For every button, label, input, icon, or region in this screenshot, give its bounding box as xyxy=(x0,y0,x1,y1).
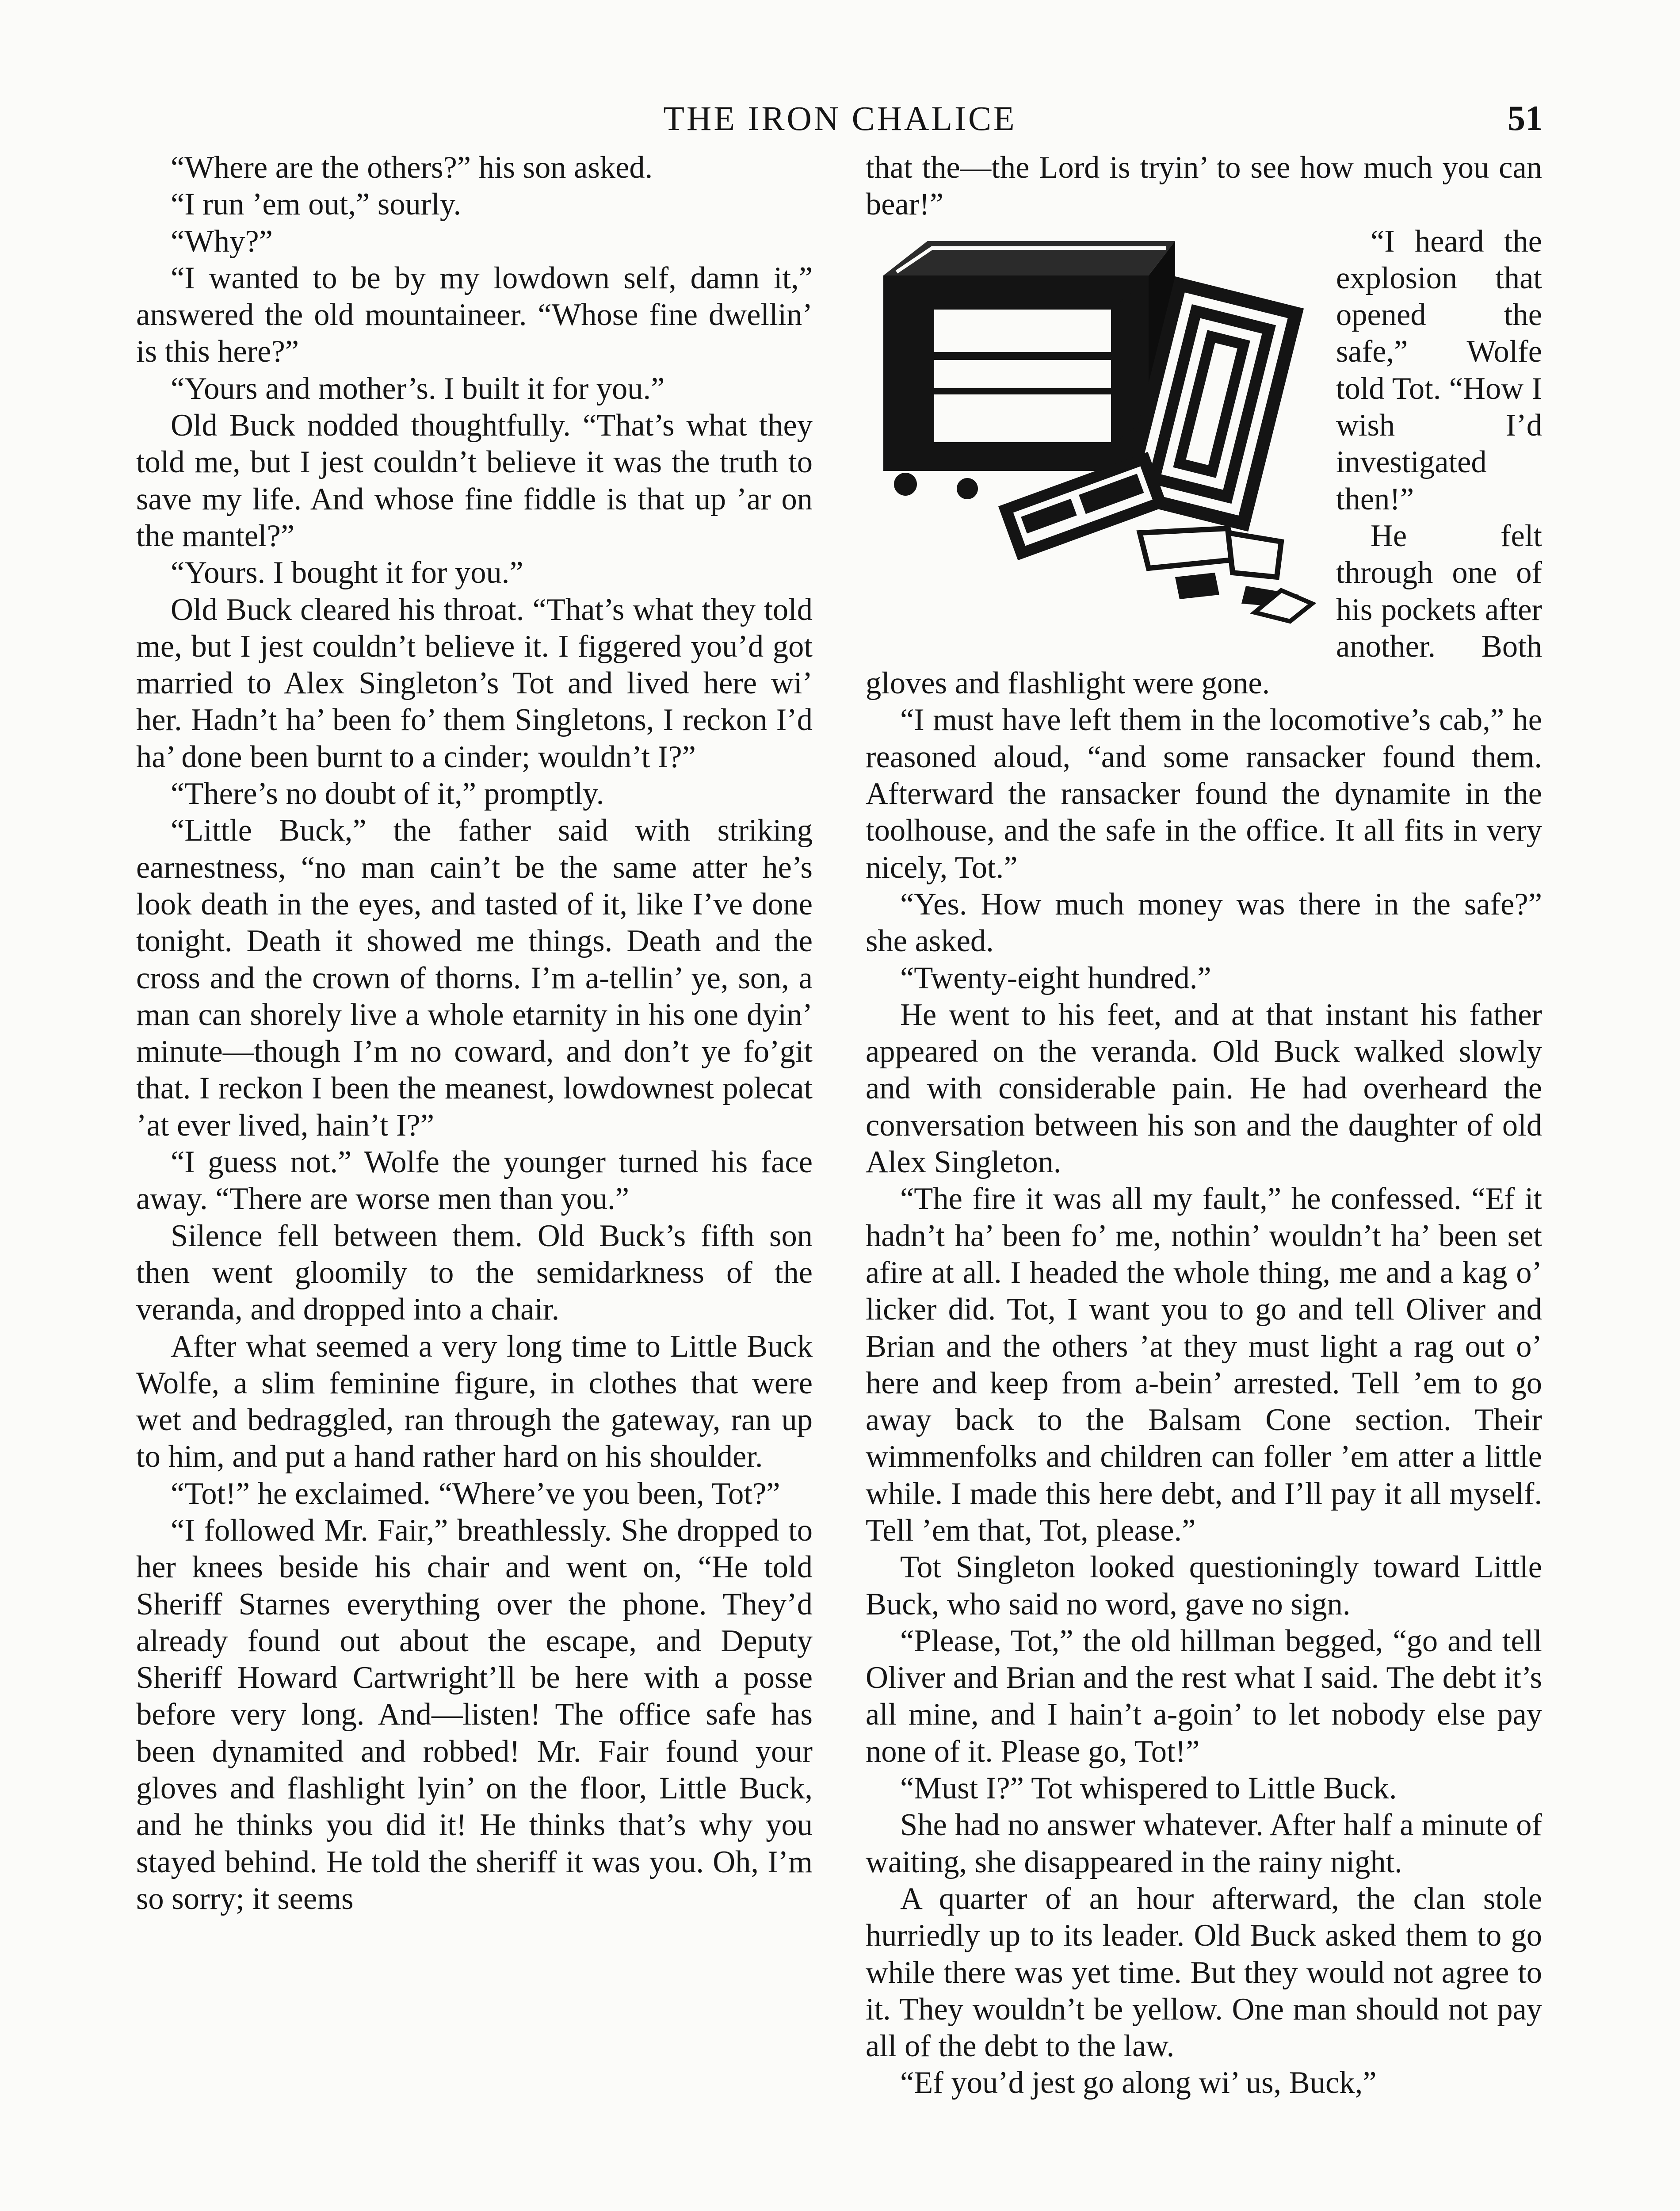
paragraph: He went to his feet, and at that instant his father appeared on the veranda. Old Buck walked slowly and with considerable pain. He had overheard the conversation between his son and the daughter of old Alex Singleton. xyxy=(866,997,1542,1180)
paragraph: “Tot!” he exclaimed. “Where’ve you been, Tot?” xyxy=(171,1476,780,1511)
paragraph: “Ef you’d jest go along wi’ us, Buck,” xyxy=(900,2066,1377,2100)
paragraph: “Twenty-eight hundred.” xyxy=(900,960,1211,995)
paragraph: “There’s no doubt of it,” promptly. xyxy=(171,777,604,811)
paragraph: “Yes. How much money was there in the safe?” she asked. xyxy=(866,887,1542,959)
paragraph: “I must have left them in the locomotive’s cab,” he reasoned aloud, “and some ransacker found them. Afterward the ransacker found the dynamite in the toolhouse, and the safe in the office. It all fits in very nicely, Tot.” xyxy=(866,703,1542,885)
paragraph: “The fire it was all my fault,” he confessed. “Ef it hadn’t ha’ been fo’ me, nothin’ wouldn’t ha’ been set afire at all. I headed the whole thing, me and a kag o’ licker did. Tot, I want you to go and tell Oliver and Brian and the others ’at they must light a rag out o’ here and keep from a-bein’ arrested. Tell ’em to go away back to the Balsam Cone section. Their wimmenfolks and children can foller ’em atter a little while. I made this here debt, and I’ll pay it all myself. Tell ’em that, Tot, please.” xyxy=(866,1182,1542,1548)
paragraph: Old Buck nodded thoughtfully. “That’s what they told me, but I jest couldn’t believe it was the truth to save my life. And whose fine fiddle is that up ’ar on the mantel?” xyxy=(136,408,813,553)
left-column xyxy=(136,149,813,1917)
paragraph: Old Buck cleared his throat. “That’s what they told me, but I jest couldn’t believe it. I figgered you’d got married to Alex Singleton’s Tot and lived here wi’ her. Hadn’t ha’ been fo’ them Singletons, I reckon I’d ha’ done been burnt to a cinder; wouldn’t I?” xyxy=(136,592,813,774)
paragraph: “Please, Tot,” the old hillman begged, “go and tell Oliver and Brian and the rest what I said. The debt it’s all mine, and I hain’t a-goin’ to let nobody else pay none of it. Please go, Tot!” xyxy=(866,1623,1542,1769)
paragraph: After what seemed a very long time to Little Buck Wolfe, a slim feminine figure, in clothes that were wet and bedraggled, ran through the gateway, ran up to him, and put a hand rather hard on his shoulder. xyxy=(136,1329,813,1474)
paragraph: “I heard the explosion that opened the safe,” Wolfe told Tot. “How I wish I’d investigated then!” xyxy=(1336,224,1542,516)
paragraph: “Must I?” Tot whispered to Little Buck. xyxy=(900,1771,1397,1806)
paragraph: Silence fell between them. Old Buck’s fifth son then went gloomily to the semidarkness of the veranda, and dropped into a chair. xyxy=(136,1218,813,1327)
dynamited-safe-illustration xyxy=(866,223,1321,626)
running-title: THE IRON CHALICE xyxy=(663,99,1017,138)
right-column xyxy=(866,149,1542,2102)
running-head xyxy=(137,96,1543,145)
paragraph: “Yours and mother’s. I built it for you.” xyxy=(171,371,665,406)
paragraph: She had no answer whatever. After half a minute of waiting, she disappeared in the rainy night. xyxy=(866,1808,1542,1879)
paragraph: A quarter of an hour afterward, the clan stole hurriedly up to its leader. Old Buck asked them to go while there was yet time. But they would not agree to it. They wouldn’t be yellow. One man should not pay all of the debt to the law. xyxy=(866,1881,1542,2064)
paragraph: Tot Singleton looked questioningly toward Little Buck, who said no word, gave no sign. xyxy=(866,1550,1542,1622)
paragraph: “Little Buck,” the father said with striking earnestness, “no man cain’t be the same atter he’s look death in the eyes, and tasted of it, like I’ve done tonight. Death it showed me things. Death and the cross and the crown of thorns. I’m a-tellin’ ye, son, a man can shorely live a whole etarnity in his one dyin’ minute—though I’m no coward, and don’t ye fo’git that. I reckon I been the meanest, lowdownest polecat ’at ever lived, hain’t I?” xyxy=(136,813,813,1143)
paragraph: “Where are the others?” his son asked. xyxy=(171,150,653,185)
continued-line: that the—the Lord is tryin’ to see how much you can bear!” xyxy=(866,150,1542,222)
paragraph: He felt through one of his pockets after another. Both gloves and flashlight were gone. xyxy=(866,518,1542,701)
paragraph: “I run ’em out,” sourly. xyxy=(171,187,462,222)
paragraph: “I guess not.” Wolfe the younger turned his face away. “There are worse men than you.” xyxy=(136,1145,813,1216)
paragraph: “I followed Mr. Fair,” breathlessly. She dropped to her knees beside his chair and went on, “He told Sheriff Starnes everything over the phone. They’d already found out about the escape, and Deputy Sheriff Howard Cartwright’ll be here with a posse before very long. And—listen! The office safe has been dynamited and robbed! Mr. Fair found your gloves and flashlight lyin’ on the floor, Little Buck, and he thinks you did it! He thinks that’s why you stayed behind. He told the sheriff it was you. Oh, I’m so sorry; it seems xyxy=(136,1513,813,1916)
page-number: 51 xyxy=(1508,99,1543,138)
paragraph: “Yours. I bought it for you.” xyxy=(171,555,523,590)
paragraph: “Why?” xyxy=(171,224,273,259)
paragraph: “I wanted to be by my lowdown self, damn it,” answered the old mountaineer. “Whose fine dwellin’ is this here?” xyxy=(136,260,813,369)
